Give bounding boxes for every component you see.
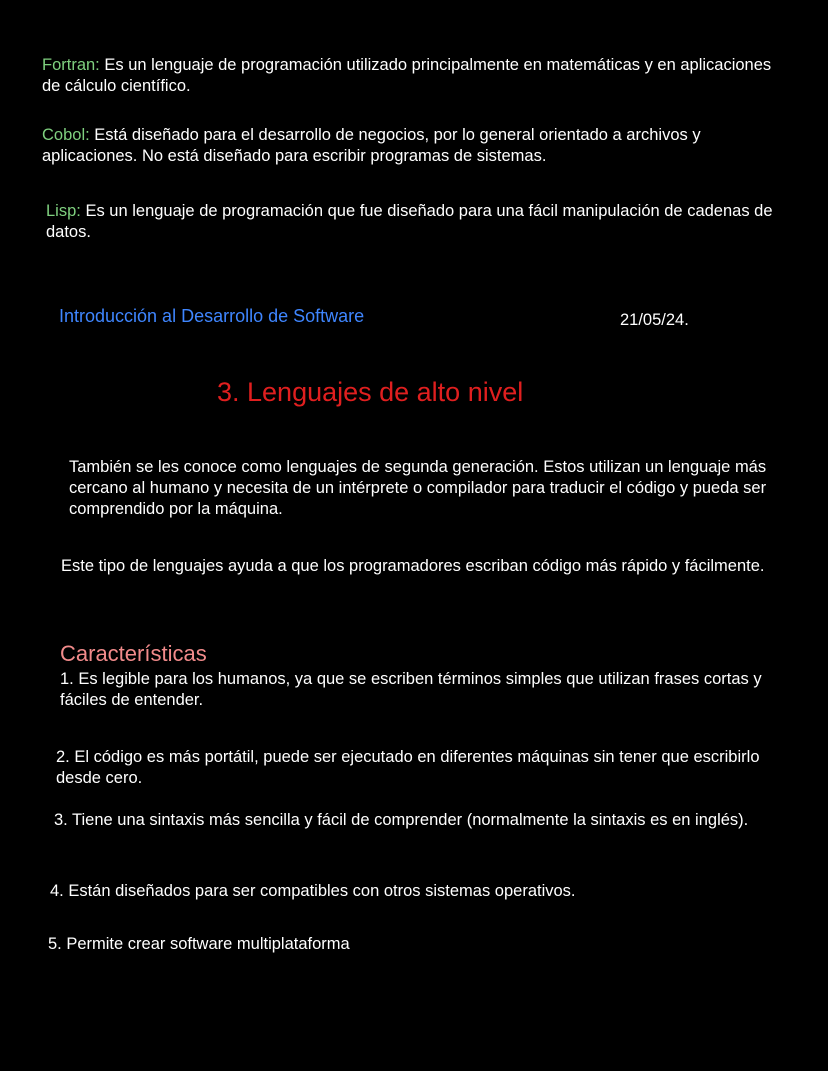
characteristic-item: 3. Tiene una sintaxis más sencilla y fácil de comprender (normalmente la sintaxis es en inglés). (54, 811, 749, 829)
language-name: Fortran: (42, 56, 100, 74)
date: 21/05/24. (620, 311, 689, 329)
language-description: Es un lenguaje de programación que fue diseñado para una fácil manipulación de cadenas de datos. (46, 202, 773, 241)
language-cobol (42, 125, 787, 167)
language-description: Es un lenguaje de programación utilizado principalmente en matemáticas y en aplicaciones de cálculo científico. (42, 56, 772, 95)
course-name: Introducción al Desarrollo de Software (59, 306, 365, 326)
characteristic-item: 4. Están diseñados para ser compatibles con otros sistemas operativos. (50, 882, 576, 900)
characteristic-item: 1. Es legible para los humanos, ya que se escriben términos simples que utilizan frases cortas y fáciles de entender. (60, 670, 762, 709)
language-lisp (46, 201, 786, 243)
characteristic-item: 2. El código es más portátil, puede ser ejecutado en diferentes máquinas sin tener que escribirlo desde cero. (56, 748, 760, 787)
language-name: Cobol: (42, 126, 90, 144)
characteristics-heading: Características (60, 641, 207, 666)
intro-paragraph: También se les conoce como lenguajes de segunda generación. Estos utilizan un lenguaje más cercano al humano y necesita de un intérprete o compilador para traducir el código y pueda ser comprendido por la máquina. (69, 458, 767, 518)
language-description: Está diseñado para el desarrollo de negocios, por lo general orientado a archivos y aplicaciones. No está diseñado para escribir programas de sistemas. (42, 126, 701, 165)
characteristic-item: 5. Permite crear software multiplataforma (48, 935, 350, 953)
page-title: 3. Lenguajes de alto nivel (217, 377, 524, 407)
language-fortran (42, 55, 782, 97)
second-paragraph: Este tipo de lenguajes ayuda a que los programadores escriban código más rápido y fácilmente. (61, 557, 765, 575)
language-name: Lisp: (46, 202, 81, 220)
